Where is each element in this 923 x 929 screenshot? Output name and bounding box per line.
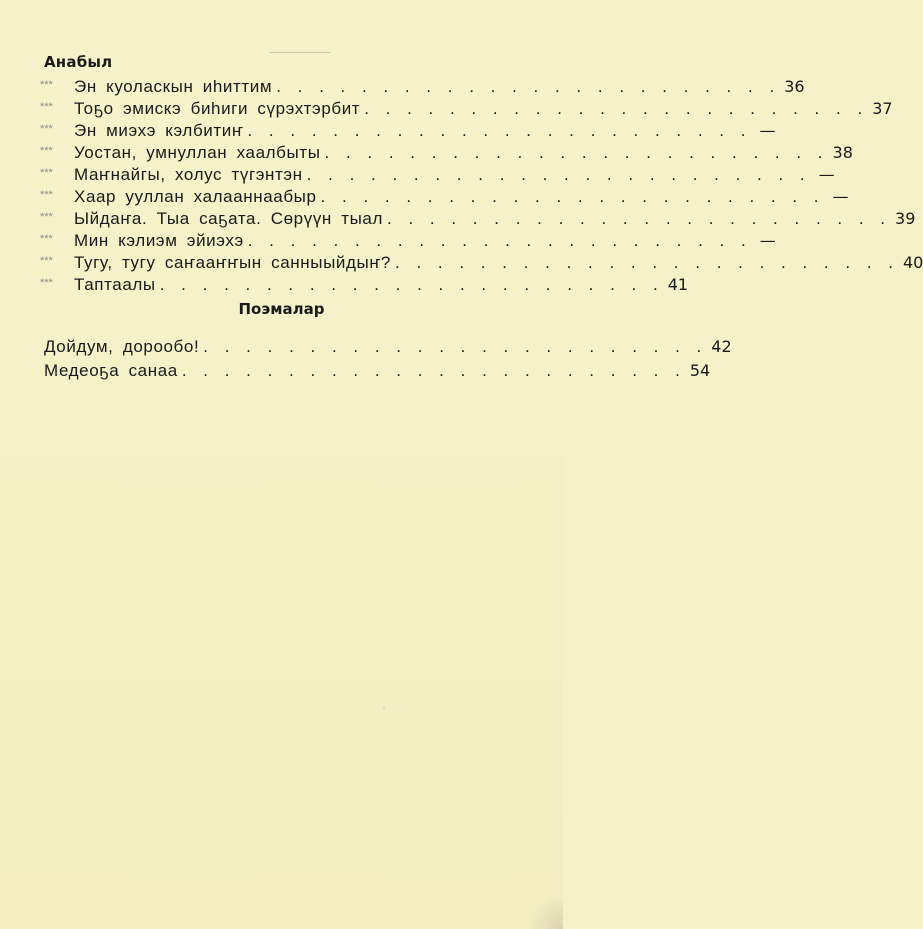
entry-page-number: — (832, 187, 849, 206)
toc-entry[interactable] (40, 274, 689, 296)
leader-dots: . . . . . . . . . . . . . . . . . . . . . . . . (247, 231, 752, 250)
asterism-marker: *** (40, 79, 53, 91)
entry-page-number: 37 (872, 99, 893, 118)
leader-dots: . . . . . . . . . . . . . . . . . . . . . . . . (320, 187, 825, 206)
entry-page-number: 36 (784, 77, 805, 96)
toc-entry[interactable] (40, 76, 805, 98)
leader-dots: . . . . . . . . . . . . . . . . . . . . . . . . (159, 275, 664, 294)
leader-dots: . . . . . . . . . . . . . . . . . . . . . . . . (324, 143, 829, 162)
toc-entry[interactable] (40, 142, 853, 164)
leader-dots: . . . . . . . . . . . . . . . . . . . . . . . . (247, 121, 752, 140)
asterism-marker: *** (40, 211, 53, 223)
leader-dots: . . . . . . . . . . . . . . . . . . . . . . . . (364, 99, 869, 118)
entry-page-number: — (759, 231, 776, 250)
entry-title: Тоҕо эмискэ биhиги сүрэхтэрбит (74, 99, 361, 118)
entry-page-number: 38 (832, 143, 853, 162)
entry-title: Маҥнайгы, холус түгэнтэн (74, 165, 303, 184)
asterism-marker: *** (40, 277, 53, 289)
toc-entry[interactable] (40, 164, 835, 186)
entry-title: Эн миэхэ кэлбитиҥ (74, 121, 244, 140)
asterism-marker: *** (40, 101, 53, 113)
leader-dots: . . . . . . . . . . . . . . . . . . . . . . . . (181, 361, 686, 380)
leader-dots: . . . . . . . . . . . . . . . . . . . . . . . . (276, 77, 781, 96)
leader-dots: . . . . . . . . . . . . . . . . . . . . . . . . (387, 209, 892, 228)
toc-entry[interactable] (40, 186, 849, 208)
toc-entry[interactable] (40, 230, 776, 252)
poem-title: Медеоҕа санаа (44, 361, 178, 380)
asterism-marker: *** (40, 167, 53, 179)
toc-entry[interactable] (40, 252, 923, 274)
entry-title: Уостан, умнуллан хаалбыты (74, 143, 321, 162)
header-rule (270, 52, 330, 53)
poem-entry[interactable] (44, 335, 732, 359)
asterism-marker: *** (40, 123, 53, 135)
entry-page-number: — (818, 165, 835, 184)
toc-entry[interactable] (40, 208, 916, 230)
entry-page-number: 41 (667, 275, 689, 294)
paper-speck: · (382, 700, 386, 714)
entry-title: Хаар ууллан халааннаабыр (74, 187, 317, 206)
entry-title: Мин кэлиэм эйиэхэ (74, 231, 244, 250)
poems-list (44, 335, 732, 383)
leader-dots: . . . . . . . . . . . . . . . . . . . . . . . . (203, 337, 708, 356)
entry-page-number: — (759, 121, 776, 140)
entry-page-number: 40 (903, 253, 923, 272)
entry-title: Ыйдаҥа. Тыа саҕата. Сөрүүн тыал (74, 209, 384, 228)
entry-title: Таптаалы (74, 275, 156, 294)
poem-title: Дойдум, дорообо! (44, 337, 200, 356)
poem-entry[interactable] (44, 359, 711, 383)
poems-heading: Поэмалар (238, 300, 325, 318)
leader-dots: . . . . . . . . . . . . . . . . . . . . . . . . (306, 165, 811, 184)
entry-page-number: 39 (895, 209, 916, 228)
entry-title: Эн куоласкын иhиттим (74, 77, 273, 96)
asterism-marker: *** (40, 145, 53, 157)
toc-entry[interactable] (40, 120, 776, 142)
asterism-marker: *** (40, 233, 53, 245)
section-title: Анабыл (44, 53, 113, 71)
poem-page-number: 54 (689, 361, 711, 380)
asterism-marker: *** (40, 189, 53, 201)
toc-entry[interactable] (40, 98, 893, 120)
paper-wear (523, 899, 563, 929)
poem-page-number: 42 (711, 337, 732, 356)
table-of-contents (40, 76, 923, 296)
leader-dots: . . . . . . . . . . . . . . . . . . . . . . . . (395, 253, 899, 272)
asterism-marker: *** (40, 255, 53, 267)
entry-title: Тугу, тугу саҥааҥҥын санныыйдыҥ? (74, 253, 391, 272)
